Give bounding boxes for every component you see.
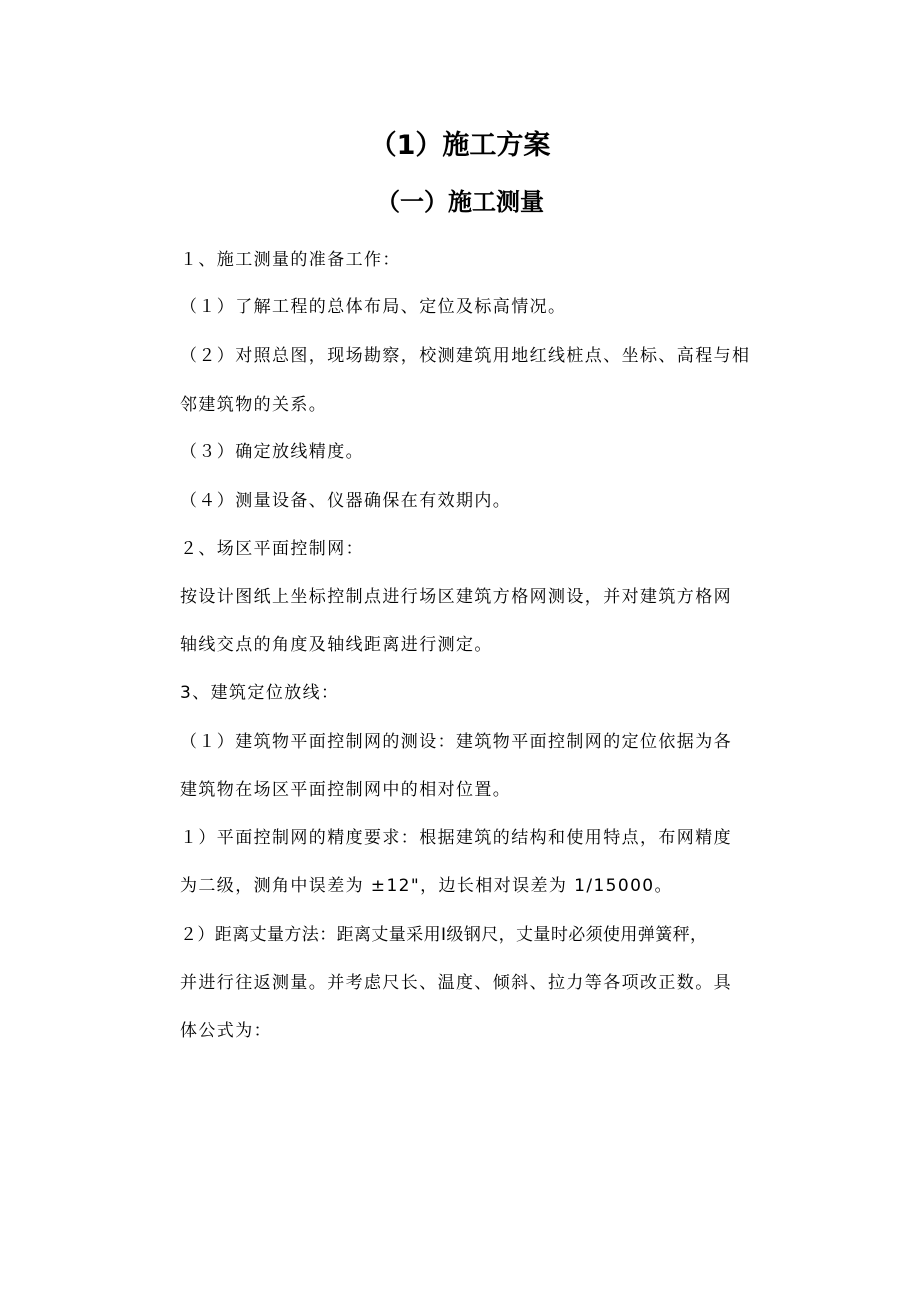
paragraph-line: 邻建筑物的关系。 — [180, 395, 328, 415]
paragraph-line: （２）对照总图，现场勘察，校测建筑用地红线桩点、坐标、高程与相 — [180, 346, 751, 366]
paragraph-line: ２、场区平面控制网： — [180, 539, 364, 559]
paragraph-line: 3、建筑定位放线： — [180, 683, 340, 703]
paragraph-line: （１）建筑物平面控制网的测设：建筑物平面控制网的定位依据为各 — [180, 732, 732, 752]
paragraph-line: 按设计图纸上坐标控制点进行场区建筑方格网测设，并对建筑方格网 — [180, 587, 732, 607]
paragraph-line: 体公式为： — [180, 1021, 272, 1041]
paragraph-line: ２）距离丈量方法：距离丈量采用Ⅰ级钢尺，丈量时必须使用弹簧秤， — [180, 925, 708, 945]
paragraph-line: 为二级，测角中误差为 ±12"，边长相对误差为 1/15000。 — [180, 876, 673, 896]
paragraph-line: 并进行往返测量。并考虑尺长、温度、倾斜、拉力等各项改正数。具 — [180, 973, 732, 993]
section-title: （一）施工测量 — [376, 188, 544, 216]
paragraph-line: １）平面控制网的精度要求：根据建筑的结构和使用特点，布网精度 — [180, 828, 732, 848]
paragraph-line: （４）测量设备、仪器确保在有效期内。 — [180, 491, 512, 511]
paragraph-line: （１）了解工程的总体布局、定位及标高情况。 — [180, 297, 567, 317]
document-title: （1）施工方案 — [369, 130, 551, 161]
paragraph-line: １、施工测量的准备工作： — [180, 250, 401, 270]
paragraph-line: 建筑物在场区平面控制网中的相对位置。 — [180, 780, 512, 800]
paragraph-line: 轴线交点的角度及轴线距离进行测定。 — [180, 635, 493, 655]
paragraph-line: （３）确定放线精度。 — [180, 442, 364, 462]
